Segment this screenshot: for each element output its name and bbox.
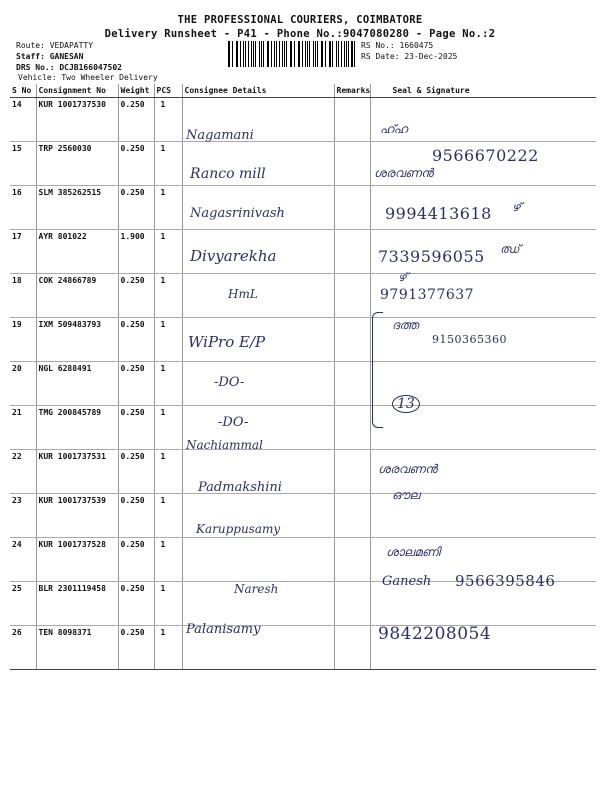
table-row xyxy=(10,494,596,538)
barcode-bar xyxy=(229,41,230,67)
signature-scribble: ഹ്ഹ xyxy=(380,122,408,136)
cell-remarks xyxy=(334,186,370,230)
barcode-bar xyxy=(274,41,275,67)
phone-handwriting: 9791377637 xyxy=(380,287,475,304)
table-row xyxy=(10,274,596,318)
cell-sno: 15 xyxy=(10,142,36,186)
rs-number: RS No.: 1660475 xyxy=(361,41,434,50)
cell-consignment: KUR 1001737531 xyxy=(36,450,118,494)
cell-consignment: BLR 2301119458 xyxy=(36,582,118,626)
col-consignee: Consignee Details xyxy=(182,84,334,98)
cell-remarks xyxy=(334,626,370,670)
barcode-bar xyxy=(237,41,238,67)
barcode-bar xyxy=(279,41,280,67)
cell-weight: 0.250 xyxy=(118,274,154,318)
signature-scribble: ദത്ത xyxy=(392,318,419,332)
cell-pcs: 1 xyxy=(154,582,182,626)
cell-consignee xyxy=(182,538,334,582)
signature-scribble: ഴ് xyxy=(398,270,407,284)
cell-pcs: 1 xyxy=(154,98,182,142)
table-header-row xyxy=(10,84,596,98)
col-consignment: Consignment No xyxy=(36,84,118,98)
seal-handwriting: Ganesh xyxy=(382,573,432,589)
cell-pcs: 1 xyxy=(154,362,182,406)
barcode-bar xyxy=(291,41,292,67)
cell-sno: 20 xyxy=(10,362,36,406)
cell-pcs: 1 xyxy=(154,626,182,670)
route-label: Route: VEDAPATTY xyxy=(16,41,94,50)
cell-consignment: NGL 6288491 xyxy=(36,362,118,406)
consignee-handwriting: Padmakshini xyxy=(198,480,282,496)
barcode-bar xyxy=(321,41,322,67)
cell-remarks xyxy=(334,450,370,494)
cell-weight: 1.900 xyxy=(118,230,154,274)
consignee-handwriting: Nagasrinivash xyxy=(190,205,285,221)
cell-weight: 0.250 xyxy=(118,582,154,626)
signature-scribble: ഴ് xyxy=(512,200,521,214)
cell-weight: 0.250 xyxy=(118,318,154,362)
runsheet-subtitle: Delivery Runsheet - P41 - Phone No.:9047080280 - Page No.:2 xyxy=(104,28,496,40)
phone-handwriting: 7339596055 xyxy=(378,247,485,267)
cell-pcs: 1 xyxy=(154,406,182,450)
consignee-handwriting: -DO- xyxy=(214,374,245,390)
consignee-handwriting: -DO- xyxy=(218,414,249,430)
barcode-bar xyxy=(344,41,345,67)
barcode-image xyxy=(228,41,356,67)
cell-consignment: KUR 1001737539 xyxy=(36,494,118,538)
cell-consignment: TMG 200845789 xyxy=(36,406,118,450)
phone-handwriting: 9150365360 xyxy=(432,333,507,346)
cell-pcs: 1 xyxy=(154,538,182,582)
cell-weight: 0.250 xyxy=(118,142,154,186)
cell-consignment: TRP 2560030 xyxy=(36,142,118,186)
barcode-bar xyxy=(336,41,337,67)
drs-number: DRS No.: DCJB166047502 xyxy=(16,63,122,72)
table-row xyxy=(10,406,596,450)
consignee-handwriting: WiPro E/P xyxy=(188,333,266,351)
consignee-handwriting: HmL xyxy=(228,287,258,302)
cell-sno: 26 xyxy=(10,626,36,670)
barcode-bar xyxy=(307,41,308,67)
cell-pcs: 1 xyxy=(154,450,182,494)
col-weight: Weight xyxy=(118,84,154,98)
consignee-handwriting: Nagamani xyxy=(186,128,254,143)
cell-weight: 0.250 xyxy=(118,406,154,450)
cell-remarks xyxy=(334,230,370,274)
signature-scribble: ഝ് xyxy=(500,242,520,256)
cell-remarks xyxy=(334,538,370,582)
cell-sno: 17 xyxy=(10,230,36,274)
rs-date: RS Date: 23-Dec-2025 xyxy=(361,52,458,61)
table-row xyxy=(10,362,596,406)
cell-remarks xyxy=(334,362,370,406)
cell-sno: 24 xyxy=(10,538,36,582)
cell-pcs: 1 xyxy=(154,142,182,186)
signature-scribble: ഔല xyxy=(392,488,420,502)
cell-weight: 0.250 xyxy=(118,450,154,494)
col-pcs: PCS xyxy=(154,84,182,98)
cell-pcs: 1 xyxy=(154,230,182,274)
cell-sno: 14 xyxy=(10,98,36,142)
table-row xyxy=(10,98,596,142)
consignee-handwriting: Karuppusamy xyxy=(196,522,281,536)
cell-consignment: KUR 1001737530 xyxy=(36,98,118,142)
barcode-bar xyxy=(243,41,244,67)
cell-pcs: 1 xyxy=(154,274,182,318)
barcode-bar xyxy=(267,41,268,67)
barcode-bar xyxy=(313,41,314,67)
cell-remarks xyxy=(334,274,370,318)
table-row xyxy=(10,318,596,362)
cell-weight: 0.250 xyxy=(118,186,154,230)
cell-remarks xyxy=(334,98,370,142)
cell-sno: 22 xyxy=(10,450,36,494)
col-seal: Seal & Signature xyxy=(370,84,596,98)
cell-sno: 18 xyxy=(10,274,36,318)
cell-weight: 0.250 xyxy=(118,362,154,406)
handwritten-bracket xyxy=(372,312,383,428)
consignee-handwriting: Ranco mill xyxy=(190,165,266,182)
barcode-bar xyxy=(299,41,300,67)
cell-remarks xyxy=(334,142,370,186)
cell-consignment: IXM 509483793 xyxy=(36,318,118,362)
consignee-handwriting: Divyarekha xyxy=(190,247,277,266)
cell-sno: 23 xyxy=(10,494,36,538)
barcode-bar xyxy=(251,41,252,67)
signature-scribble: ശാലമണി xyxy=(386,545,441,559)
cell-sno: 25 xyxy=(10,582,36,626)
cell-weight: 0.250 xyxy=(118,98,154,142)
consignee-handwriting: Nachiammal xyxy=(186,438,263,453)
barcode-bar xyxy=(290,41,291,67)
cell-pcs: 1 xyxy=(154,186,182,230)
cell-remarks xyxy=(334,318,370,362)
cell-consignment: TEN 8098371 xyxy=(36,626,118,670)
col-sno: S No xyxy=(10,84,36,98)
signature-scribble: ശരവണൻ xyxy=(378,462,438,476)
table-row xyxy=(10,450,596,494)
barcode-bar xyxy=(263,41,264,67)
table-row xyxy=(10,186,596,230)
cell-consignment: AYR 801022 xyxy=(36,230,118,274)
company-name: THE PROFESSIONAL COURIERS, COIMBATORE xyxy=(177,14,423,26)
cell-pcs: 1 xyxy=(154,494,182,538)
cell-consignment: KUR 1001737528 xyxy=(36,538,118,582)
cell-remarks xyxy=(334,406,370,450)
seal-handwriting: 13 xyxy=(392,395,420,413)
cell-consignment: SLM 385262515 xyxy=(36,186,118,230)
staff-label: Staff: GANESAN xyxy=(16,52,84,61)
table-row xyxy=(10,626,596,670)
vehicle-label: Vehicle: Two Wheeler Delivery xyxy=(18,73,158,82)
barcode-bar xyxy=(325,41,326,67)
barcode-bar xyxy=(332,41,333,67)
cell-consignee xyxy=(182,362,334,406)
phone-handwriting: 9994413618 xyxy=(385,203,492,223)
barcode-bar xyxy=(255,41,256,67)
consignee-handwriting: Palanisamy xyxy=(186,621,261,637)
cell-sno: 19 xyxy=(10,318,36,362)
cell-pcs: 1 xyxy=(154,318,182,362)
phone-handwriting: 9566395846 xyxy=(455,571,556,590)
cell-sno: 16 xyxy=(10,186,36,230)
signature-scribble: ശരവണൻ xyxy=(374,166,434,180)
cell-remarks xyxy=(334,494,370,538)
cell-weight: 0.250 xyxy=(118,538,154,582)
barcode-bar xyxy=(351,41,352,67)
cell-sno: 21 xyxy=(10,406,36,450)
cell-weight: 0.250 xyxy=(118,626,154,670)
phone-handwriting: 9842208054 xyxy=(378,623,492,644)
cell-weight: 0.250 xyxy=(118,494,154,538)
col-remarks: Remarks xyxy=(334,84,370,98)
phone-handwriting: 9566670222 xyxy=(432,145,539,165)
cell-consignment: COK 24866789 xyxy=(36,274,118,318)
cell-consignee xyxy=(182,274,334,318)
cell-remarks xyxy=(334,582,370,626)
consignee-handwriting: Naresh xyxy=(234,581,279,596)
